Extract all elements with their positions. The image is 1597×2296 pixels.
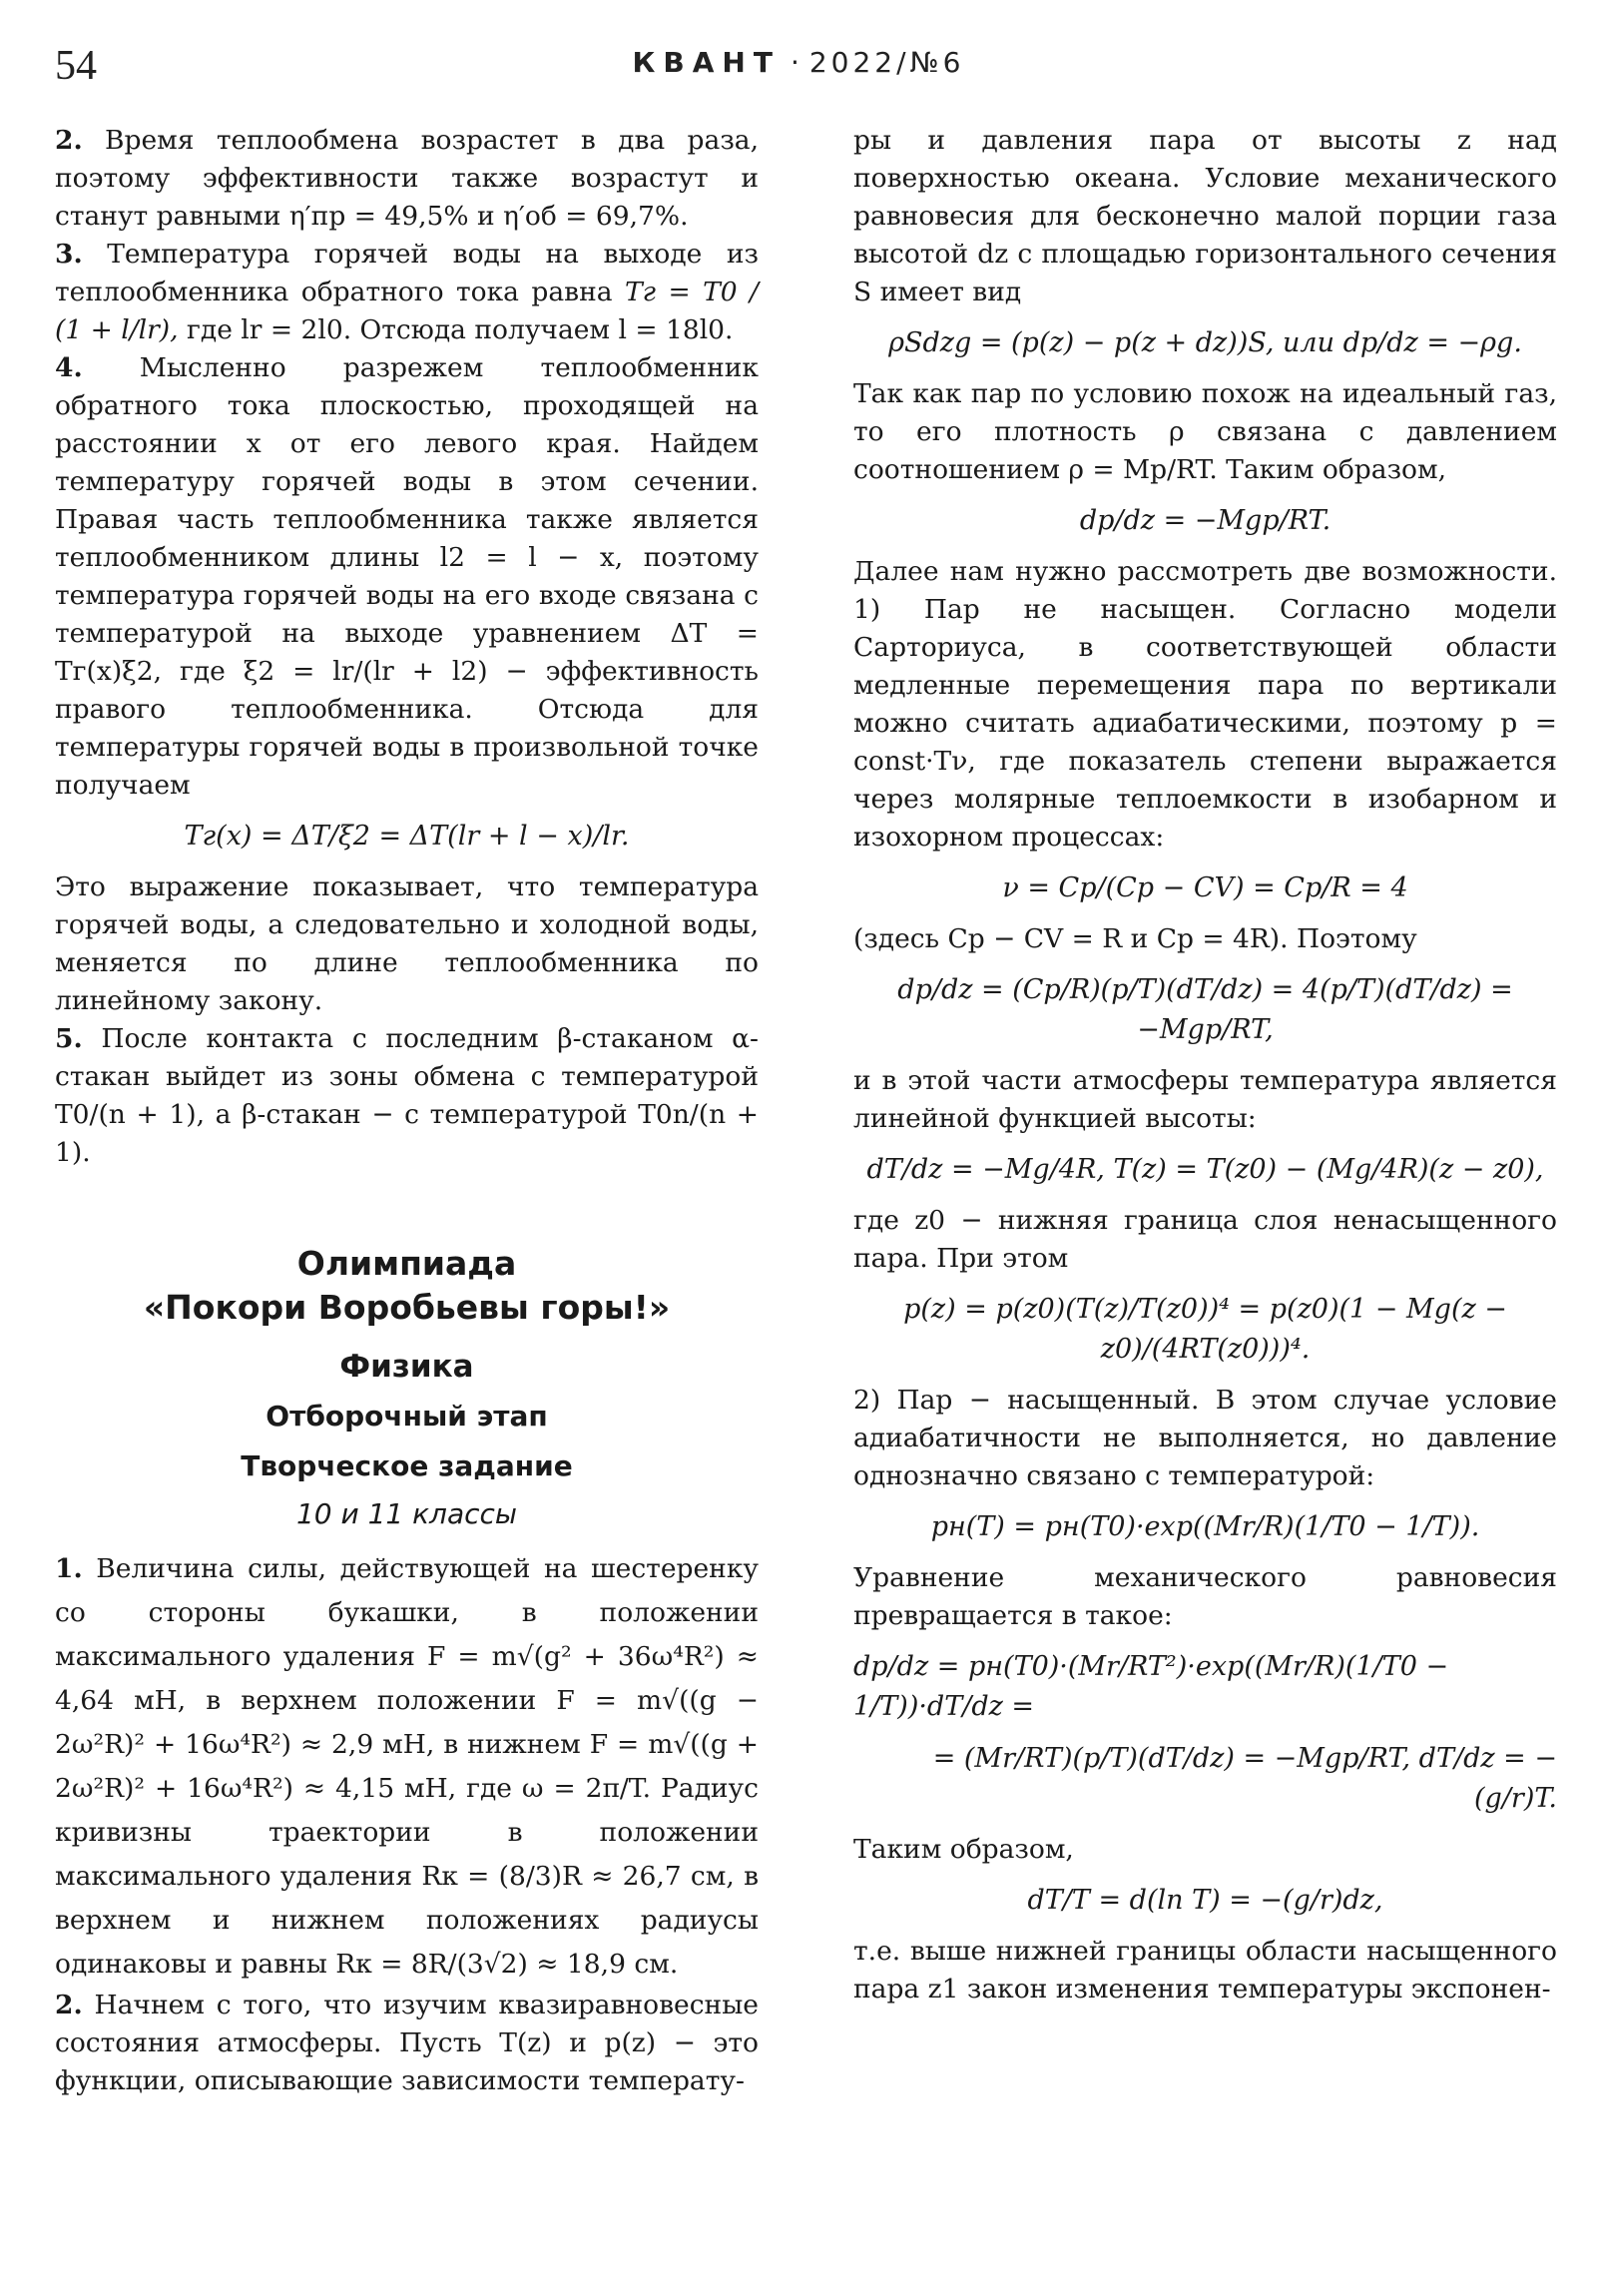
paragraph-linear-temperature: и в этой части атмосферы температура является линейной функцией высоты: — [853, 1065, 1557, 1134]
formula-saturated-pressure: pн(T) = pн(T0)·exp((Mr/R)(1/T0 − 1/T)). — [930, 1511, 1480, 1542]
running-header — [0, 46, 1597, 79]
paragraph-heat-capacities: (здесь Cp − CV = R и Cp = 4R). Поэтому — [853, 923, 1417, 954]
answer-4: 4. Мысленно разрежем теплообменник обратного тока плоскостью, проходящей на расстоянии x от его левого края. Найдем температуру горячей воды в этом сечении. Правая часть теплообменника также является теплообменником длины l2 = l − x, поэтому температура горячей воды на его входе связана с температурой на выходе уравнением ΔT = Tг(x)ξ2, где ξ2 = lr/(lr + l2) − эффективность правого теплообменника. Отсюда для температуры горячей воды в произвольной точке получаем — [55, 352, 759, 801]
paragraph-lower-boundary: где z0 − нижняя граница слоя ненасыщенного пара. При этом — [853, 1205, 1557, 1274]
olympiad-heading — [55, 1242, 759, 1533]
header-separator: · — [790, 46, 799, 79]
answer-5: 5. После контакта с последним β-стаканом α-стакан выйдет из зоны обмена с температурой T0/(n + 1), а β-стакан − с температурой T0n/(n + 1). — [55, 1023, 759, 1168]
formula-pressure-gradient: dp/dz = −Mgp/RT. — [1079, 505, 1331, 536]
formula-pressure-profile: p(z) = p(z0)(T(z)/T(z0))⁴ = p(z0)(1 − Mg(z − z0)/(4RT(z0)))⁴. — [903, 1294, 1507, 1365]
subject-heading: Физика — [339, 1349, 474, 1385]
formula-nu: ν = Cp/(Cp − CV) = Cp/R = 4 — [1002, 872, 1408, 903]
paragraph-equilibrium-transform: Уравнение механического равновесия превращается в такое: — [853, 1562, 1557, 1631]
formula-derivative-b: = (Mr/RT)(p/T)(dT/dz) = −Mgp/RT, dT/dz = −(g/r)T. — [932, 1743, 1557, 1814]
formula-derivative-a: dp/dz = pн(T0)·(Mr/RT²)·exp((Mr/R)(1/T0 − 1/T))·dT/dz = — [853, 1651, 1449, 1722]
issue-number: 2022/№6 — [808, 46, 965, 79]
answer-3: 3. Температура горячей воды на выходе из теплообменника обратного тока равна Tг = T0 / (1 + l/lr), где lr = 2l0. Отсюда получаем l = 18l0. — [55, 239, 759, 345]
formula-linear-temperature: dT/dz = −Mg/4R, T(z) = T(z0) − (Mg/4R)(z − z0), — [866, 1154, 1544, 1185]
right-column — [853, 122, 1557, 2009]
formula-adiabatic: dp/dz = (Cp/R)(p/T)(dT/dz) = 4(p/T)(dT/dz) = −Mgp/RT, — [897, 974, 1513, 1045]
olympiad-title-line-1: Олимпиада — [296, 1244, 517, 1283]
left-column — [55, 122, 759, 2100]
paragraph-thus: Таким образом, — [853, 1834, 1074, 1865]
solution-2: 2. Начнем с того, что изучим квазиравновесные состояния атмосферы. Пусть T(z) и p(z) − это функции, описывающие зависимости температу- — [55, 1990, 759, 2096]
formula-hot-water-temperature: Tг(x) = ΔT/ξ2 = ΔT(lr + l − x)/lr. — [184, 821, 630, 852]
solution-1: 1. Величина силы, действующей на шестеренку со стороны букашки, в положении максимального удаления F = m√(g² + 36ω⁴R²) ≈ 4,64 мН, в верхнем положении F = m√((g − 2ω²R)² + 16ω⁴R²) ≈ 2,9 мН, в нижнем F = m√((g + 2ω²R)² + 16ω⁴R²) ≈ 4,15 мН, где ω = 2π/T. Радиус кривизны траектории в положении максимального удаления Rк = (8/3)R ≈ 26,7 см, в верхнем и нижнем положениях радиусы одинаковы и равны Rк = 8R/(3√2) ≈ 18,9 см. — [55, 1553, 759, 1980]
formula-equilibrium: ρSdzg = (p(z) − p(z + dz))S, или dp/dz = −ρg. — [888, 327, 1522, 358]
paragraph-ideal-gas: Так как пар по условию похож на идеальный газ, то его плотность ρ связана с давлением соотношением ρ = Mp/RT. Таким образом, — [853, 378, 1557, 485]
paragraph-exponential: т.е. выше нижней границы области насыщенного пара z1 закон изменения температуры экспонен- — [853, 1936, 1557, 2005]
formula-log-temperature: dT/T = d(ln T) = −(g/r)dz, — [1027, 1885, 1383, 1916]
paragraph-saturated: 2) Пар − насыщенный. В этом случае условие адиабатичности не выполняется, но давление однозначно связано с температурой: — [853, 1385, 1557, 1491]
answer-4-conclusion: Это выражение показывает, что температура горячей воды, а следовательно и холодной воды, меняется по длине теплообменника по линейному закону. — [55, 871, 759, 1016]
grades-heading: 10 и 11 классы — [295, 1497, 518, 1530]
magazine-name: КВАНТ — [632, 46, 781, 79]
stage-heading: Отборочный этап — [266, 1400, 548, 1433]
page-number: 54 — [55, 43, 97, 89]
paragraph-equilibrium: ры и давления пара от высоты z над поверхностью океана. Условие механического равновесия для бесконечно малой порции газа высотой dz с площадью горизонтального сечения S имеет вид — [853, 125, 1557, 307]
task-heading: Творческое задание — [241, 1449, 573, 1482]
olympiad-title-line-2: «Покори Воробьевы горы!» — [143, 1288, 671, 1327]
paragraph-unsaturated: Далее нам нужно рассмотреть две возможности. 1) Пар не насыщен. Согласно модели Сарториуса, в соответствующей области медленные перемещения пара по вертикали можно считать адиабатическими, поэтому p = const·Tν, где показатель степени выражается через молярные теплоемкости в изобарном и изохорном процессах: — [853, 556, 1557, 853]
answer-2: 2. Время теплообмена возрастет в два раза, поэтому эффективности также возрастут и станут равными η′пр = 49,5% и η′об = 69,7%. — [55, 125, 759, 232]
